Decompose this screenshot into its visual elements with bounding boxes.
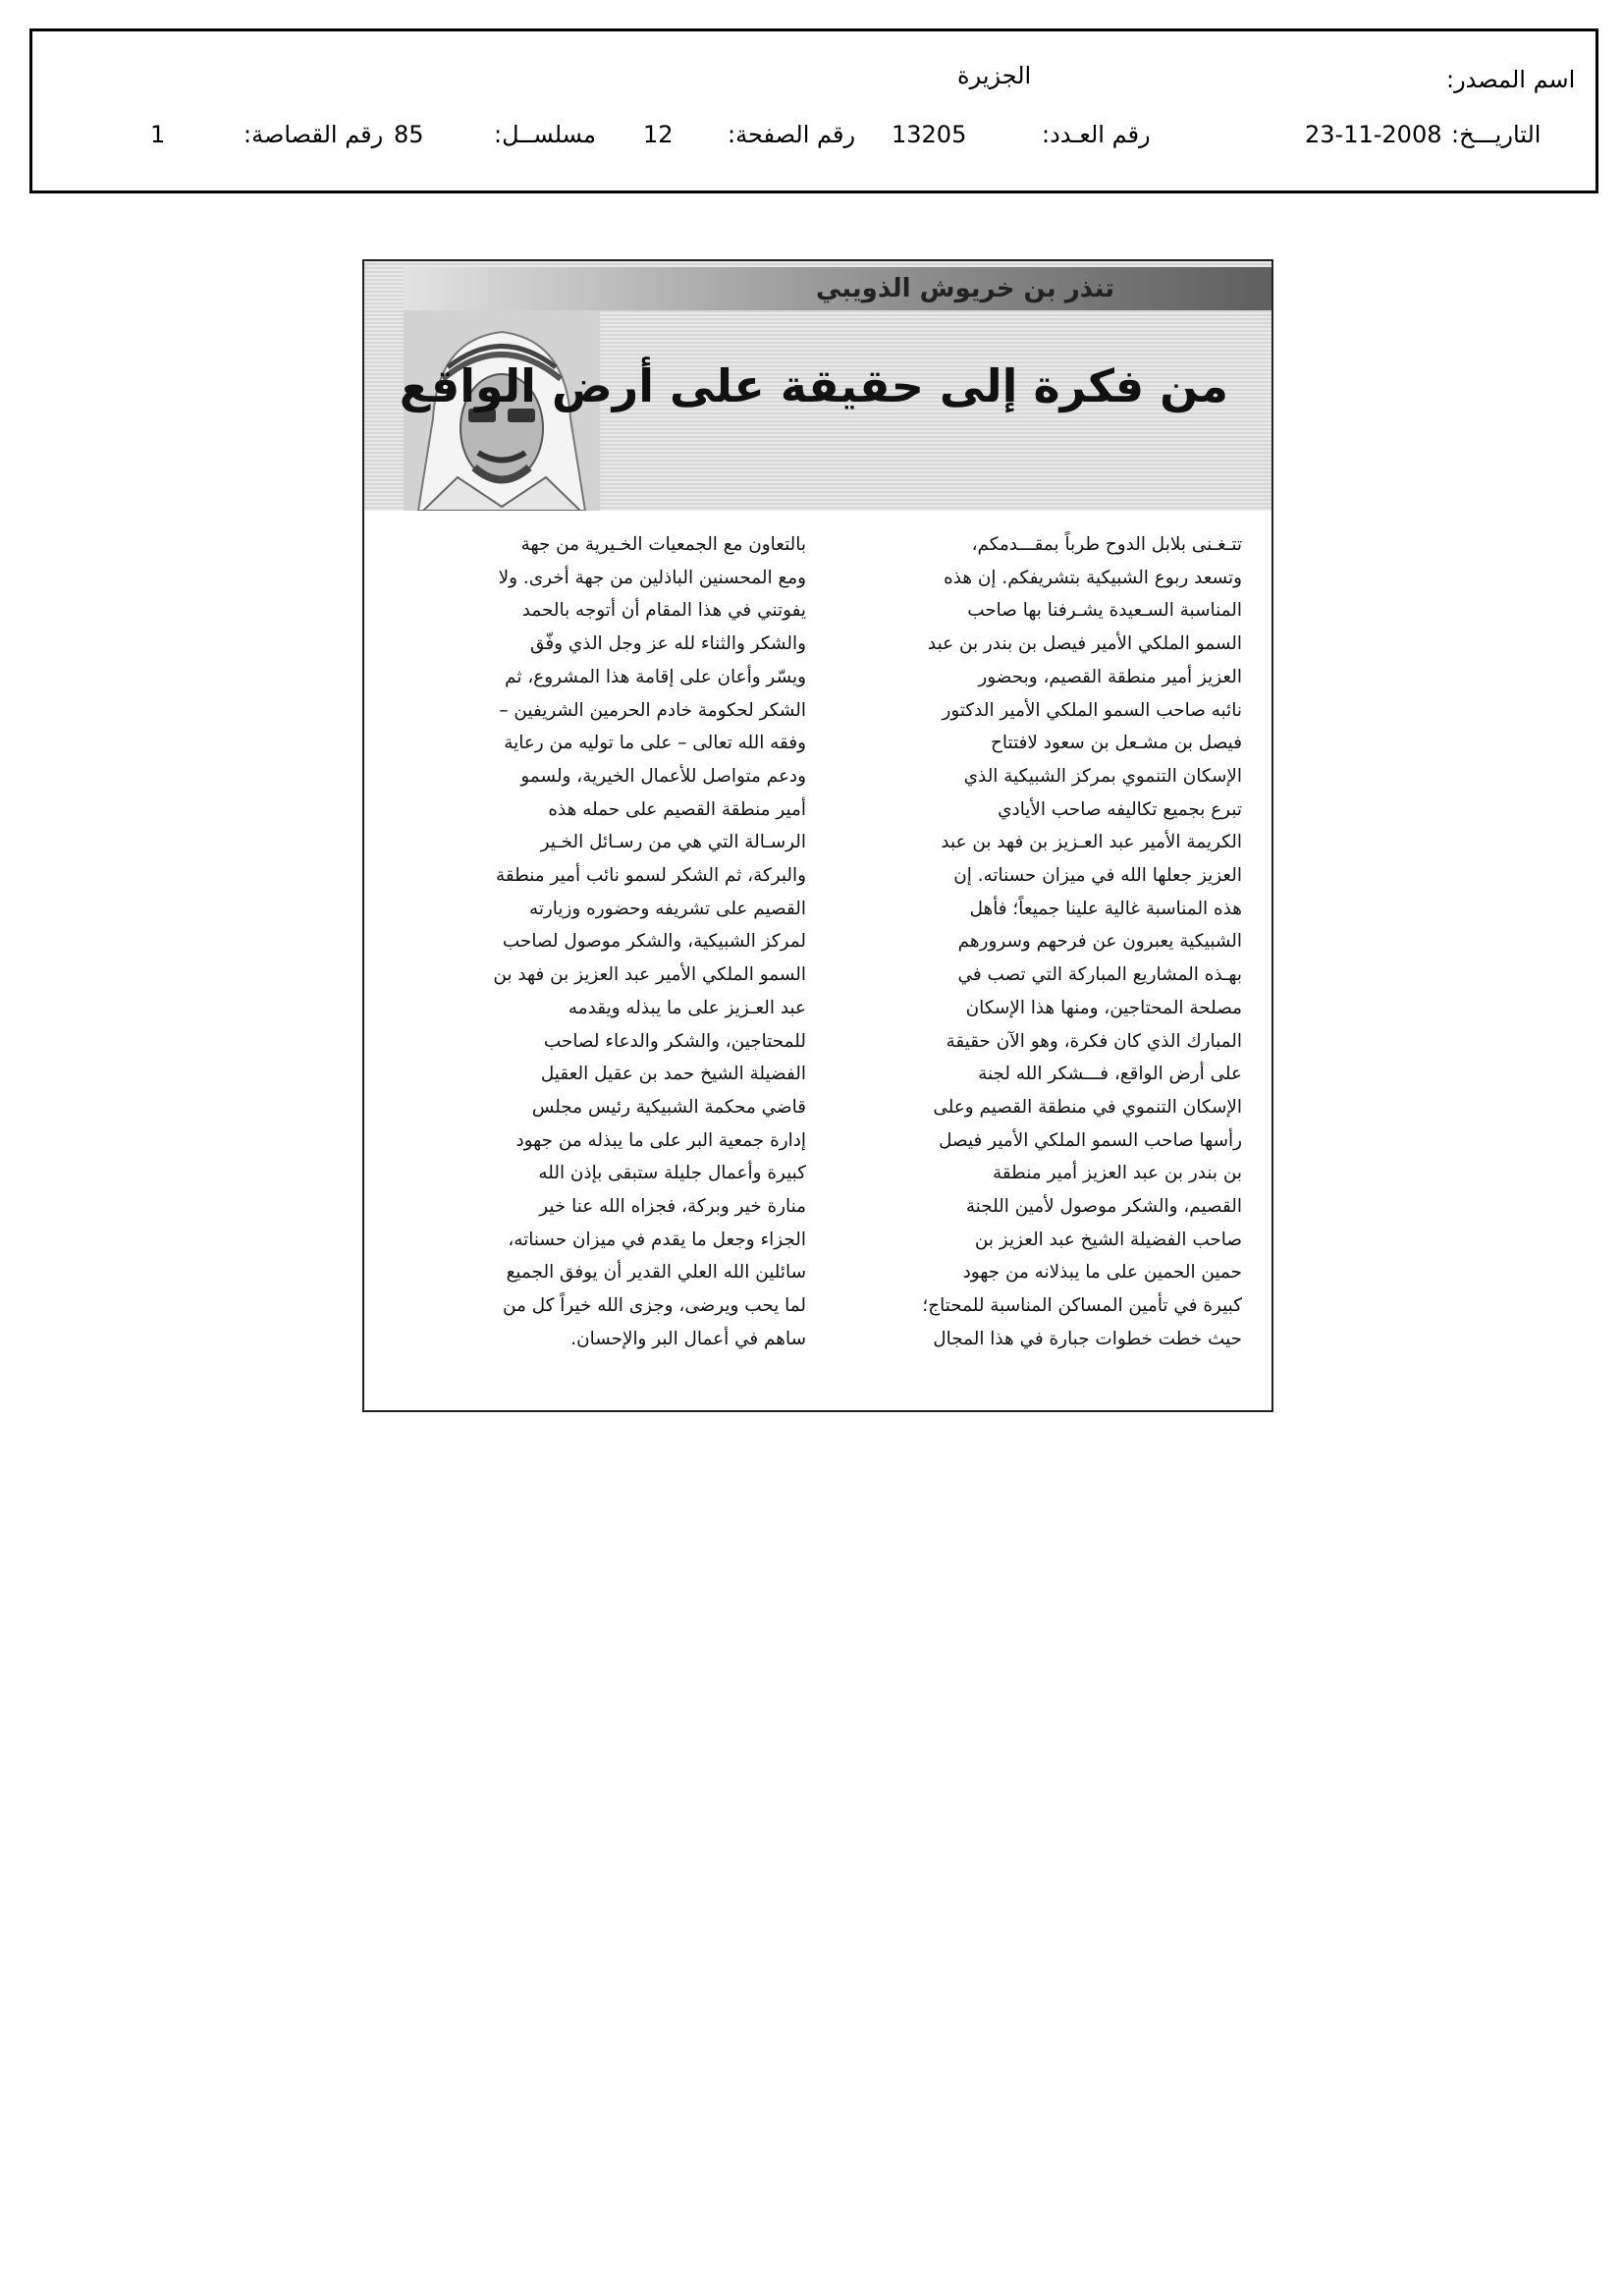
article-line: كبيرة في تأمين المساكن المناسبة للمحتاج؛ (922, 1295, 1242, 1317)
article-line: القصيم، والشكر موصول لأمين اللجنة (965, 1196, 1242, 1218)
article-line: بالتعاون مع الجمعيات الخـيرية من جهة (520, 534, 806, 555)
article-line: تبرع بجميع تكاليفه صاحب الأيادي (998, 798, 1242, 820)
article-column-right (818, 528, 1242, 1356)
article-line: الشكر لحكومة خادم الحرمين الشريفين – (499, 699, 806, 721)
article-line: الجزاء وجعل ما يقدم في ميزان حسناته، (508, 1229, 806, 1250)
article-line: على أرض الواقع، فـــشكر الله لجنة (978, 1064, 1242, 1085)
clipping-value: 1 (150, 121, 166, 148)
clipping-label: رقم القصاصة: (243, 121, 384, 148)
article-line: ساهم في أعمال البر والإحسان. (570, 1328, 806, 1349)
article-column-left (382, 528, 806, 1356)
article-line: السمو الملكي الأمير فيصل بن بندر بن عبد (927, 633, 1242, 655)
article-line: السمو الملكي الأمير عبد العزيز بن فهد بن (493, 964, 806, 986)
article-line: العزيز جعلها الله في ميزان حسناته. إن (953, 865, 1242, 887)
article-clipping (362, 259, 1273, 1412)
article-line: الفضيلة الشيخ حمد بن عقيل العقيل (540, 1064, 806, 1085)
article-line: عبد العـزيز على ما يبذله ويقدمه (568, 997, 806, 1018)
article-line: لمركز الشبيكية، والشكر موصول لصاحب (502, 931, 806, 953)
article-line: منارة خير وبركة، فجزاه الله عنا خير (539, 1196, 806, 1218)
article-line: بهـذه المشاريع المباركة التي تصب في (957, 964, 1242, 986)
serial-value: 85 (394, 121, 424, 148)
article-line: إدارة جمعية البر على ما يبذله من جهود (515, 1129, 806, 1151)
article-line: المبارك الذي كان فكرة، وهو الآن حقيقة (946, 1030, 1242, 1052)
article-line: للمحتاجين، والشكر والدعاء لصاحب (543, 1030, 806, 1052)
article-title: من فكرة إلى حقيقة على أرض الواقع (399, 359, 1228, 412)
article-line: حمين الحمين على ما يبذلانه من جهود (962, 1262, 1242, 1284)
page-value: 12 (643, 121, 674, 148)
author-bar (404, 267, 1271, 310)
issue-value: 13205 (892, 121, 967, 148)
article-line: العزيز أمير منطقة القصيم، وبحضور (978, 666, 1242, 687)
article-line: الرسـالة التي هي من رسـائل الخـير (540, 832, 806, 853)
article-line: صاحب الفضيلة الشيخ عبد العزيز بن (974, 1229, 1242, 1250)
article-line: هذه المناسبة غالية علينا جميعاً؛ فأهل (969, 898, 1242, 919)
source-label: اسم المصدر: (1446, 66, 1576, 93)
article-line: رأسها صاحب السمو الملكي الأمير فيصل (939, 1129, 1242, 1151)
page-label: رقم الصفحة: (728, 121, 856, 148)
article-line: وفقه الله تعالى – على ما توليه من رعاية (504, 733, 806, 754)
article-line: والشكر والثناء لله عز وجل الذي وفّق (530, 633, 806, 655)
article-line: تتـغـنى بلابل الدوح طرباً بمقـــدمكم، (971, 534, 1242, 555)
article-line: يفوتني في هذا المقام أن أتوجه بالحمد (521, 600, 806, 622)
article-line: المناسبة السـعيدة يشـرفنا بها صاحب (967, 600, 1242, 622)
article-line: كبيرة وأعمال جليلة ستبقى بإذن الله (538, 1163, 806, 1184)
article-line: مصلحة المحتاجين، ومنها هذا الإسكان (965, 997, 1242, 1018)
article-line: والبركة، ثم الشكر لسمو نائب أمير منطقة (495, 865, 806, 887)
serial-label: مسلســل: (494, 121, 596, 148)
article-line: حيث خطت خطوات جبارة في هذا المجال (933, 1328, 1242, 1349)
article-line: ويسّر وأعان على إقامة هذا المشروع، ثم (505, 666, 806, 687)
issue-label: رقم العـدد: (1042, 121, 1151, 148)
date-label: التاريـــخ: (1451, 121, 1542, 148)
article-line: الإسكان التنموي بمركز الشبيكية الذي (963, 765, 1242, 787)
article-line: بن بندر بن عبد العزيز أمير منطقة (993, 1163, 1242, 1184)
date-value: 23-11-2008 (1305, 121, 1442, 148)
article-line: الشبيكية يعبرون عن فرحهم وسرورهم (957, 931, 1242, 953)
article-line: نائبه صاحب السمو الملكي الأمير الدكتور (942, 699, 1242, 721)
article-banner (364, 261, 1271, 511)
article-line: سائلين الله العلي القدير أن يوفق الجميع (506, 1262, 806, 1284)
article-line: ومع المحسنين الباذلين من جهة أخرى. ولا (498, 567, 806, 588)
article-line: وتسعد ربوع الشبيكية بتشريفكم. إن هذه (944, 567, 1242, 588)
article-line: قاضي محكمة الشبيكية رئيس مجلس (531, 1096, 806, 1118)
author-name: تنذر بن خريوش الذويبي (816, 274, 1115, 303)
article-line: ودعم متواصل للأعمال الخيرية، ولسمو (520, 765, 806, 787)
article-line: فيصل بن مشـعل بن سعود لافتتاح (991, 733, 1242, 754)
source-header-box (29, 28, 1598, 193)
article-line: أمير منطقة القصيم على حمله هذه (548, 798, 806, 820)
article-line: الإسكان التنموي في منطقة القصيم وعلى (933, 1096, 1242, 1118)
article-line: الكريمة الأمير عبد العـزيز بن فهد بن عبد (941, 832, 1242, 853)
article-line: لما يحب ويرضى، وجزى الله خيراً كل من (503, 1295, 806, 1317)
article-line: القصيم على تشريفه وحضوره وزيارته (528, 898, 806, 919)
source-value: الجزيرة (957, 62, 1032, 89)
